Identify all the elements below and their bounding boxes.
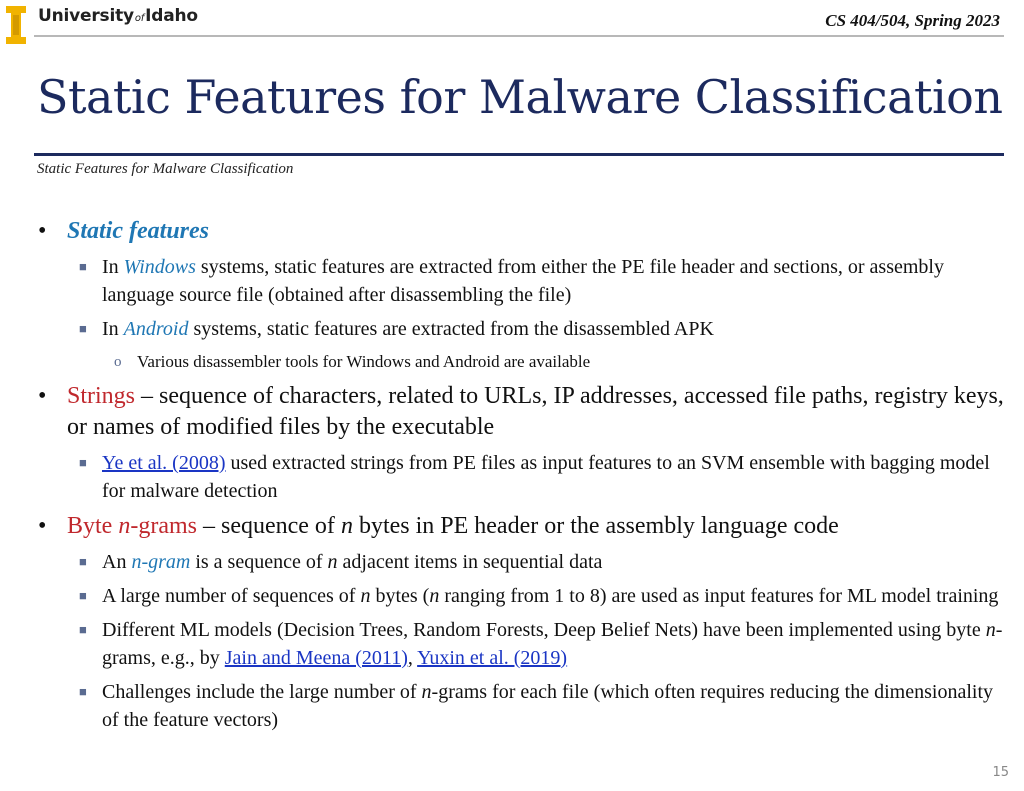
square-bullet-icon: ■ (79, 684, 87, 699)
text: systems, static features are extracted from the disassembled APK (188, 318, 714, 340)
text: n (985, 619, 996, 641)
university-logo-i-icon (6, 6, 26, 44)
text: Byte (67, 513, 119, 539)
sub-bullet-windows (24, 253, 1009, 309)
text: n (360, 585, 371, 607)
sub-bullet-sequences (24, 582, 1009, 610)
link-ye-2008[interactable]: Ye et al. (2008) (102, 452, 226, 474)
text: -grams, e.g., by (102, 619, 1003, 669)
square-bullet-icon: ■ (79, 259, 87, 274)
sub-bullet-ye (24, 449, 1009, 505)
page-number: 15 (992, 765, 1009, 780)
sub-sub-bullet-disassemblers (24, 349, 1009, 375)
university-logo[interactable] (38, 6, 198, 26)
square-bullet-icon: ■ (79, 321, 87, 336)
text: -grams (130, 513, 197, 539)
sub-bullet-ngram-def (24, 548, 1009, 576)
slide-title: Static Features for Malware Classification (37, 70, 1003, 124)
bullet-dot-icon: • (38, 513, 47, 539)
link-jain-meena-2011[interactable]: Jain and Meena (2011) (224, 647, 408, 669)
text: A large number of sequences of (102, 585, 361, 607)
text: In (102, 256, 124, 278)
text: ranging from 1 to 8) are used as input features for ML model training (439, 585, 999, 607)
circle-bullet-icon: o (114, 354, 122, 370)
text: Different ML models (Decision Trees, Random Forests, Deep Belief Nets) have been implemented using byte (102, 619, 986, 641)
square-bullet-icon: ■ (79, 554, 87, 569)
text: bytes in PE header or the assembly language code (352, 513, 839, 539)
sub-bullet-android (24, 315, 1009, 343)
term-android: Android (123, 318, 189, 340)
text: , (407, 647, 418, 669)
text: An (102, 551, 132, 573)
link-yuxin-2019[interactable]: Yuxin et al. (2019) (417, 647, 568, 669)
bullet-dot-icon: • (38, 218, 47, 244)
bullet-byte-ngrams (24, 511, 1009, 542)
text: n (421, 681, 432, 703)
term-windows: Windows (123, 256, 196, 278)
text: In (102, 318, 124, 340)
logo-of: of (134, 13, 145, 24)
square-bullet-icon: ■ (79, 588, 87, 603)
square-bullet-icon: ■ (79, 622, 87, 637)
sub-bullet-challenges (24, 678, 1009, 734)
text: n (340, 513, 353, 539)
text: bytes ( (370, 585, 430, 607)
text: n (429, 585, 440, 607)
text: Challenges include the large number of (102, 681, 422, 703)
text: Various disassembler tools for Windows and Android are available (137, 352, 591, 371)
text: is a sequence of (190, 551, 328, 573)
text: -grams for each file (which often requires reducing the dimensionality of the feature vectors) (102, 681, 993, 731)
byte-ngrams-label (67, 513, 197, 539)
text: adjacent items in sequential data (337, 551, 603, 573)
title-divider (34, 153, 1004, 156)
slide-subtitle: Static Features for Malware Classification (37, 161, 294, 177)
bullet-dot-icon: • (38, 383, 47, 409)
strings-label: Strings (67, 383, 136, 409)
static-features-label: Static features (67, 218, 209, 244)
course-label: CS 404/504, Spring 2023 (825, 11, 1000, 30)
logo-idaho: Idaho (145, 6, 198, 26)
slide-content (24, 216, 1009, 734)
header-divider (34, 35, 1004, 37)
text: – sequence of characters, related to URLs, IP addresses, accessed file paths, registry keys, or names of modified files by the executable (67, 383, 1004, 440)
text: used extracted strings from PE files as input features to an SVM ensemble with bagging model for malware detection (102, 452, 990, 502)
text: n (118, 513, 131, 539)
logo-university: University (38, 6, 134, 26)
bullet-static-features (24, 216, 1009, 247)
square-bullet-icon: ■ (79, 455, 87, 470)
sub-bullet-ml-models (24, 616, 1009, 672)
text: systems, static features are extracted from either the PE file header and sections, or assembly language source file (obtained after disassembling the file) (102, 256, 944, 306)
bullet-strings (24, 381, 1009, 443)
text: – sequence of (196, 513, 341, 539)
text: n (327, 551, 338, 573)
term-ngram: n-gram (131, 551, 191, 573)
